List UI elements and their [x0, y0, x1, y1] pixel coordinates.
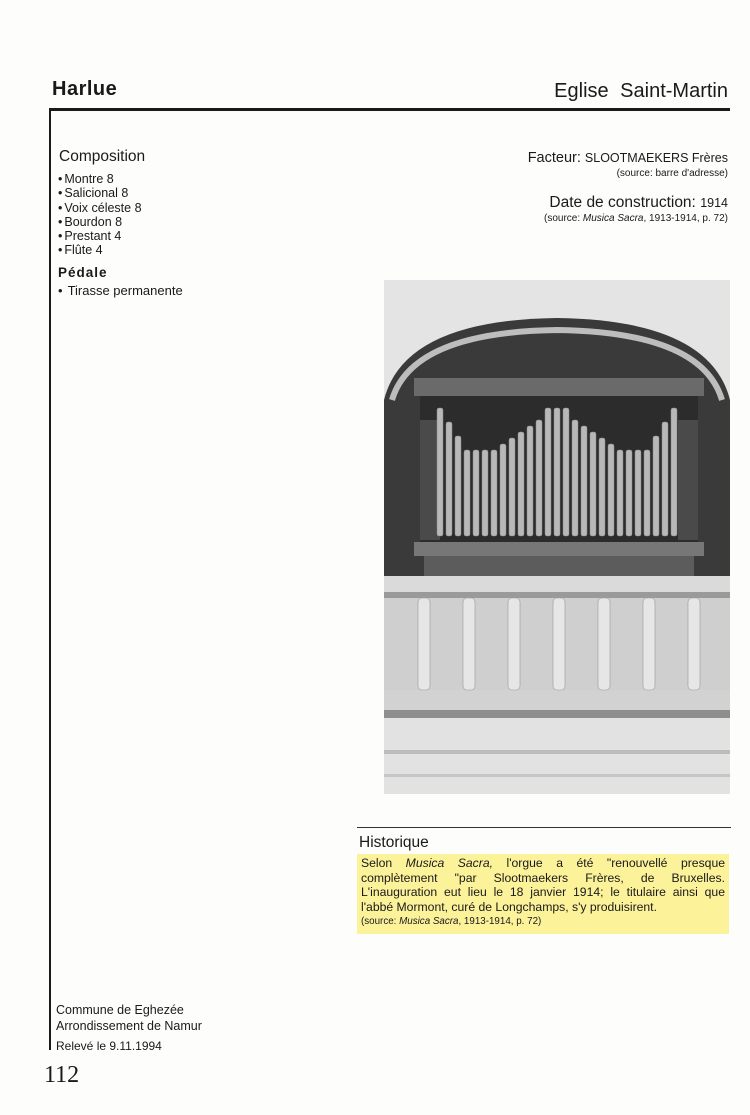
organ-photo [384, 280, 730, 794]
history-text-body: l'orgue a été "renouvellé presque complètement "par Slootmaekers Frères, de Bruxelles. L'inauguration eut lieu le 18 janvier 1914; le titulaire ainsi que l'abbé Mormont, curé de Longchamps, s'y produisirent. [361, 856, 725, 915]
location-block [56, 1002, 202, 1034]
header-rule [50, 108, 730, 111]
commune-name: Commune de Eghezée [56, 1003, 184, 1017]
stop-list [58, 172, 142, 258]
history-text-title: Musica Sacra, [405, 856, 493, 870]
stop-item: • Voix céleste 8 [58, 201, 142, 215]
source-title: Musica Sacra [582, 213, 644, 224]
pedal-title: Pédale [58, 265, 108, 280]
composition-title: Composition [59, 148, 146, 165]
history-title: Historique [359, 834, 429, 851]
source-suffix: , 1913-1914, p. 72) [458, 915, 542, 927]
left-margin-rule [49, 108, 51, 1050]
source-prefix: (source: [361, 915, 400, 927]
stop-item: • Flûte 4 [58, 243, 142, 257]
construction-date-line [549, 194, 728, 212]
survey-date: Relevé le 9.11.1994 [56, 1039, 162, 1053]
page-number: 112 [44, 1062, 80, 1088]
pedal-list [58, 283, 183, 298]
builder-source: (source: barre d'adresse) [616, 168, 728, 179]
construction-value: 1914 [700, 196, 728, 210]
church-name: Eglise Saint-Martin [554, 80, 728, 102]
source-prefix: (source: [544, 213, 583, 224]
history-rule [357, 827, 731, 828]
pedal-item: • Tirasse permanente [58, 283, 183, 298]
history-highlight [357, 854, 729, 934]
stop-item: • Bourdon 8 [58, 215, 142, 229]
place-name: Harlue [52, 78, 118, 100]
source-title: Musica Sacra [399, 915, 459, 927]
stop-item: • Montre 8 [58, 172, 142, 186]
construction-label: Date de construction: [549, 194, 696, 211]
source-suffix: , 1913-1914, p. 72) [643, 213, 728, 224]
builder-line [528, 150, 728, 166]
history-text-prefix: Selon [361, 856, 406, 870]
builder-value: SLOOTMAEKERS Frères [584, 151, 728, 165]
construction-source [544, 213, 728, 224]
builder-label: Facteur: [527, 150, 581, 166]
stop-item: • Salicional 8 [58, 186, 142, 200]
history-text [361, 856, 725, 915]
district-name: Arrondissement de Namur [56, 1019, 202, 1033]
stop-item: • Prestant 4 [58, 229, 142, 243]
history-source [361, 916, 725, 927]
